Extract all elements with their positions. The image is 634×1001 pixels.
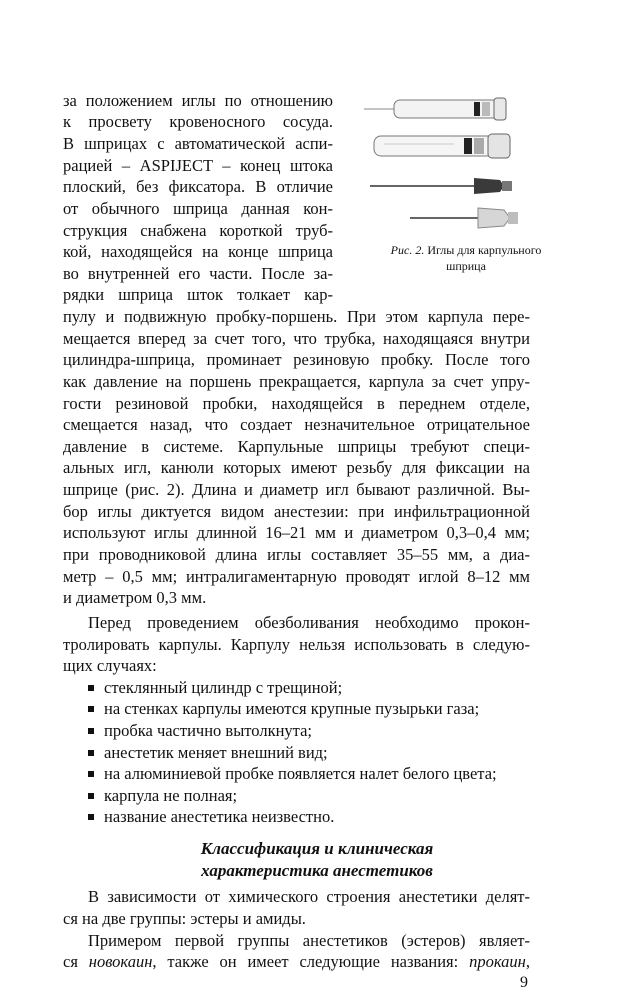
text-line: Примером первой группы анестетиков (эстеров) являет-: [88, 931, 530, 950]
figure-caption-label: Рис. 2.: [390, 243, 425, 257]
list-item: карпула не полная;: [88, 786, 237, 806]
text-line: струкция снабжена короткой труб-: [63, 221, 333, 240]
list-item: анестетик меняет внешний вид;: [88, 743, 328, 763]
text-line: как давление на поршень прекращается, карпула за счет упру-: [63, 372, 530, 391]
text-line: рядки шприца шток толкает кар-: [63, 285, 333, 304]
figure-caption: [356, 243, 576, 258]
bullet-square-icon: [88, 771, 94, 777]
text-line: В зависимости от химического строения анестетики делят-: [88, 887, 530, 906]
list-item: стеклянный цилиндр с трещиной;: [88, 678, 342, 698]
term-procaine: прокаин: [469, 952, 526, 971]
text-line: альных игл, канюли которых имеют резьбу для фиксации на: [63, 458, 530, 477]
text-line: к просвету кровеносного сосуда.: [63, 112, 333, 131]
text-line: щих случаях:: [63, 656, 157, 675]
list-item: на алюминиевой пробке появляется налет белого цвета;: [88, 764, 497, 784]
text-line: В шприцах с автоматической аспи-: [63, 134, 333, 153]
text-line: плоский, без фиксатора. В отличие: [63, 177, 333, 196]
text-line: при проводниковой длина иглы составляет 35–55 мм, а диа-: [63, 545, 530, 564]
section-heading-2: характеристика анестетиков: [201, 861, 433, 880]
figure-caption-text-2: шприца: [446, 259, 486, 273]
section-heading: Классификация и клиническая: [200, 839, 434, 858]
text-line: метр – 0,5 мм; интралигаментарную проводят иглой 8–12 мм: [63, 567, 530, 586]
needles-figure: [354, 86, 530, 234]
text-line: во внутренней его части. После за-: [63, 264, 333, 283]
bullet-square-icon: [88, 793, 94, 799]
bullet-square-icon: [88, 814, 94, 820]
needle-cap-2: [374, 134, 510, 158]
text-line-mixed: ся новокаин, также он имеет следующие названия: прокаин,: [63, 952, 530, 971]
bullet-square-icon: [88, 685, 94, 691]
term-novocaine: новокаин: [88, 952, 153, 971]
text-line: рацией – ASPIJECT – конец штока: [63, 156, 333, 175]
text-line: цилиндра-шприца, проминает резиновую пробку. После того: [63, 350, 530, 369]
bullet-square-icon: [88, 706, 94, 712]
list-item: название анестетика неизвестно.: [88, 807, 334, 827]
page-number: 9: [520, 974, 528, 991]
text-line: смещается назад, что создает незначительное отрицательное: [63, 415, 530, 434]
text-line: за положением иглы по отношению: [63, 91, 333, 110]
figure-caption-text: Иглы для карпульного: [424, 243, 542, 257]
list-item: на стенках карпулы имеются крупные пузырьки газа;: [88, 699, 479, 719]
text-line: пулу и подвижную пробку-поршень. При этом карпула пере-: [63, 307, 530, 326]
text-line: и диаметром 0,3 мм.: [63, 588, 207, 607]
bullet-square-icon: [88, 750, 94, 756]
text-line: мещается вперед за счет того, что трубка, находящаяся внутри: [63, 329, 530, 348]
text-line: давление в системе. Карпульные шприцы требуют специ-: [63, 437, 530, 456]
text-line: бор иглы диктуется видом анестезии: при инфильтрационной: [63, 502, 530, 521]
text-line: тролировать карпулы. Карпулу нельзя использовать в следую-: [63, 635, 530, 654]
text-line: используют иглы длинной 16–21 мм и диаметром 0,3–0,4 мм;: [63, 523, 530, 542]
text-line: от обычного шприца данная кон-: [63, 199, 333, 218]
list-item: пробка частично вытолкнута;: [88, 721, 312, 741]
text-line: Перед проведением обезболивания необходимо прокон-: [88, 613, 530, 632]
text-line: ся на две группы: эстеры и амиды.: [63, 909, 306, 928]
bullet-square-icon: [88, 728, 94, 734]
text-line: гости резиновой пробки, находящейся в переднем отделе,: [63, 394, 530, 413]
figure-caption-2: [356, 259, 576, 274]
text-line: кой, находящейся на конце шприца: [63, 242, 333, 261]
text-line: шприце (рис. 2). Длина и диаметр игл бывают различной. Вы-: [63, 480, 530, 499]
